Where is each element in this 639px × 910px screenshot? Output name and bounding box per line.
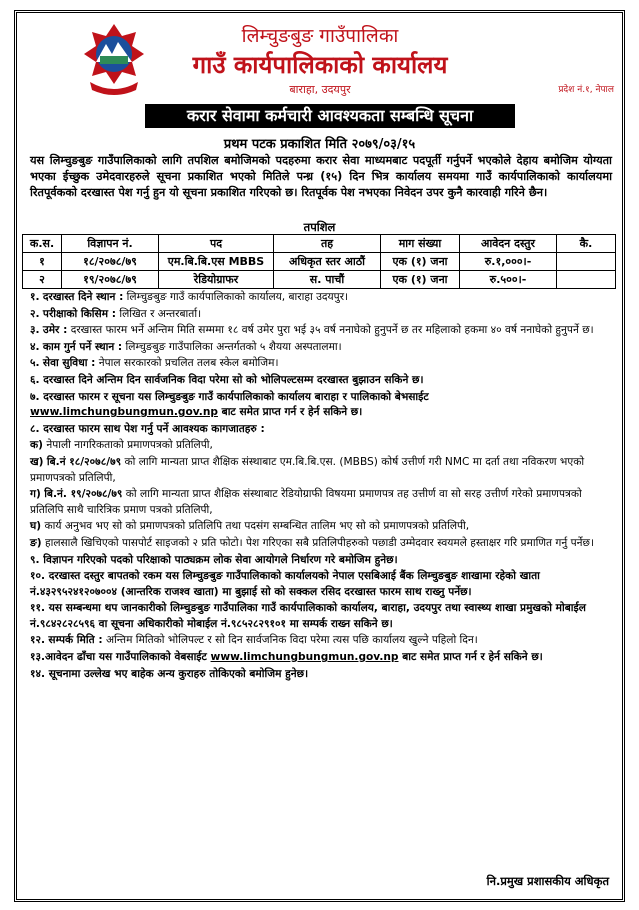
item-label: उमेर : [42,324,68,337]
notice-items [30,290,610,683]
item-number: २. [30,307,40,320]
table-cell: एक (१) जना [381,271,460,289]
item-text: बाट समेत प्राप्त गर्न र हेर्न सकिने छ। [398,651,543,664]
item-label: दरखास्त दिने अन्तिम दिन सार्वजनिक विदा परेमा सो को भोलिपल्टसम्म दरखास्त बुझाउन सकिने छ। [43,373,424,386]
sub-item-text: नेपाली नागरिकताको प्रमाणपत्रको प्रतिलिपी, [42,439,213,452]
col-header: आवेदन दस्तुर [460,235,557,253]
sub-item-label: बि.नं १८/२०७८/७९ [46,455,122,468]
list-item [30,290,610,306]
item-label: दरखास्त फारम साथ पेश गर्नु पर्ने आवश्यक कागजातहरु : [43,422,265,435]
table-cell: १९/२०७८/७९ [62,271,159,289]
sub-item-text: कार्य अनुभव भए सो को प्रमाणपत्रको प्रतिलिपि तथा पदसंग सम्बन्धित तालिम भए सो को प्रमाणपत्रको प्रतिलिपी, [41,520,470,533]
item-number: १३. [30,651,46,664]
table-cell [557,271,616,289]
item-text: लिखित र अन्तरबार्ता। [115,307,202,320]
item-number: १२. [30,634,46,647]
item-label: सेवा सुविधा : [42,357,96,370]
sub-item-text: को लागि मान्यता प्राप्त शैक्षिक संस्थाबाट एम.बि.बि.एस. (MBBS) कोर्ष उत्तीर्ण गरी NMC मा दर्ता तथा नविकरण भएको प्रमाणपत्रको प्रतिलिपी, [30,455,585,484]
item-number: १०. [30,570,46,583]
table-cell: अधिकृत स्तर आठौं [274,253,381,271]
col-header: तह [274,235,381,253]
table-cell: १८/२०७८/७९ [62,253,159,271]
sub-item-text: को लागि मान्यता प्राप्त शैक्षिक संस्थाबाट रेडियोग्राफी विषयमा प्रमाणपत्र तह उत्तीर्ण वा सो सरह उत्तीर्ण गरेको प्रमाणपत्रको प्रतिलिपि साथै चारित्रिक प्रमाण पत्रको प्रतिलिपी, [30,488,582,516]
sub-item [30,455,610,486]
sub-item-mark: ग) [30,488,41,501]
website-link[interactable]: www.limchungbungmun.gov.np [210,651,399,664]
sub-item [30,536,610,552]
table-cell: एक (१) जना [381,253,460,271]
item-number: ९. [30,553,40,566]
item-number: ३. [30,324,40,337]
municipality-name: लिम्चुङबुङ गाउँपालिका [241,25,399,47]
list-item [30,307,610,323]
list-item [30,553,610,569]
positions-table [22,234,616,289]
notice-title: करार सेवामा कर्मचारी आवश्यकता सम्बन्धि सूचना [145,104,515,128]
item-text: बाट समेत प्राप्त गर्न र हेर्न सकिने छ। [217,406,363,419]
item-text: लिम्चुङबुङ गाउँपालिका अन्तर्गतको ५ शैयया अस्पतालमा। [122,340,342,353]
table-cell: रु.५००।- [460,271,557,289]
item-label: दरखास्त फारम र सूचना यस लिम्चुङबुङ गाउँ कार्यपालिकाको कार्यालय बाराहा र पालिकाको बेभसाईट [43,390,429,403]
list-item [30,390,610,421]
intro-paragraph: यस लिम्चुङबुङ गाउँपालिकाको लागि तपशिल बमोजिमको पदहरुमा करार सेवा माध्यमबाट पदपूर्ती गर्नुपर्ने भएकोले देहाय बमोजिम योग्यता भएका ईच्छुक उमेदवारहरुले सूचना प्रकाशित भएको मितिले पन्ध्र (१५) दिन भित्र कार्यालय समयमा गाउँ कार्यपालिकाको कार्यालयमा रितपूर्वकको दरखास्त पेश गर्नु हुन यो सूचना प्रकाशित गरिएको छ। रितपूर्वक पेश नभएका निवेदन उपर कुनै कारवाही गरिने छैन। [30,154,612,199]
item-text: नेपाल सरकारको प्रचलित तलब स्केल बमोजिम। [95,357,279,370]
table-cell: १ [23,253,62,271]
table-cell: एम.बि.बि.एस MBBS [159,253,274,271]
table-cell: रेडियोग्राफर [159,271,274,289]
table-row [23,253,616,271]
list-item [30,633,610,649]
sub-item-mark: क) [30,439,43,452]
table-cell: स. पाचौं [274,271,381,289]
item-text: सूचनामा उल्लेख भए बाहेक अन्य कुराहरु तोकिएको बमोजिम हुनेछ। [48,667,309,680]
table-title: तपशिल [303,220,336,234]
sub-item [30,487,610,518]
item-number: ५. [30,357,40,370]
table-row [23,271,616,289]
sub-item [30,438,610,454]
item-text: अन्तिम मितिको भोलिपल्ट र सो दिन सार्वजनिक विदा परेमा त्यस पछि कार्यालय खुल्ने पहिलो दिन। [102,634,478,647]
list-item [30,422,610,438]
item-number: ६. [30,373,40,386]
item-text: आवेदन ढाँचा यस गाउँपालिकाको वेबसाईट [45,651,211,664]
list-item [30,356,610,372]
sub-item-text: हालसालै खिचिएको पासपोर्ट साइजको २ प्रति फोटो। पेश गरिएका सबै प्रतिलिपीहरुको पछाडी उम्मेदवार स्वयमले हस्ताक्षर गरि प्रमाणित गर्नु पर्नेछ। [41,536,594,549]
table-cell: २ [23,271,62,289]
letterhead [20,22,620,102]
item-number: ७. [30,390,40,403]
sub-item-label: बि.नं. १९/२०७८/७९ [44,488,123,501]
col-header: क.स. [23,235,62,253]
item-number: १. [30,291,40,303]
list-item [30,569,610,600]
table-header-row [23,235,616,253]
signature-title: नि.प्रमुख प्रशासकीय अधिकृत [486,874,609,888]
item-label: परीक्षाको किसिम : [42,307,116,320]
col-header: पद [159,235,274,253]
list-item [30,601,610,632]
sub-item-mark: ख) [30,455,44,468]
item-label: दरखास्त दिने स्थान : [42,291,124,303]
office-address: बाराहा, उदयपुर [289,83,351,96]
item-text: दरखास्त दस्तुर बापतको रकम यस लिम्चुङबुङ गाउँपालिकाको कार्यालयको नेपाल एसबिआई बैंक लिम्चुङबुङ शाखामा रहेको खाता नं.४३२९५२४१२०७००४ (आन्तरिक राजश्व खाता) मा बुझाई सो को सक्कल रसिद दरखास्त फारम साथ राख्नु पर्नेछ। [30,570,540,598]
sub-item-mark: घ) [30,520,42,533]
item-label: सम्पर्क मिति : [48,634,103,647]
sub-item-mark: ङ) [30,536,42,549]
item-text: यस सम्बन्धमा थप जानकारीको लिम्चुङबुङ गाउँपालिका गाउँ कार्यपालिकाको कार्यालय, बाराहा, उदयपुर तथा स्वास्थ्य शाखा प्रमुखको मोबाईल नं.९८४२८२८५९६ वा सूचना अधिकारीको मोबाईल नं.९८५२८२९१०१ मा सम्पर्क राख्न सकिने छ। [30,602,586,630]
col-header: कै. [557,235,616,253]
table-cell [557,253,616,271]
item-text: लिम्चुङबुङ गाउँ कार्यपालिकाको कार्यालय, बाराहा उदयपुर। [123,291,349,303]
table-cell: रु.१,०००।- [460,253,557,271]
item-number: १४. [30,667,46,680]
sub-item [30,519,610,535]
first-published-date: प्रथम पटक प्रकाशित मिति २०७९/०३/१५ [223,137,416,152]
col-header: माग संख्या [381,235,460,253]
item-text: विज्ञापन गरिएको पदको परिक्षाको पाठ्यक्रम लोक सेवा आयोगले निर्धारण गरे बमोजिम हुनेछ। [43,553,398,566]
list-item [30,340,610,356]
list-item [30,323,610,339]
list-item [30,373,610,389]
item-number: ४. [30,340,40,353]
item-label: काम गुर्न पर्ने स्थान : [42,340,123,353]
item-text: दरखास्त फारम भर्ने अन्तिम मिति सम्ममा १८ वर्ष उमेर पुरा भई ३५ वर्ष ननाघेको हुनुपर्ने छ तर महिलाको हकमा ४० वर्ष ननाघेको हुनुपर्ने छ। [67,324,594,337]
list-item [30,650,610,666]
item-number: ११. [30,602,46,615]
province-label: प्रदेश नं.१, नेपाल [558,85,614,95]
col-header: विज्ञापन नं. [62,235,159,253]
office-name: गाउँ कार्यपालिकाको कार्यालय [192,51,448,79]
website-link[interactable]: www.limchungbungmun.gov.np [30,406,218,419]
item-number: ८. [30,422,40,435]
list-item [30,667,610,683]
